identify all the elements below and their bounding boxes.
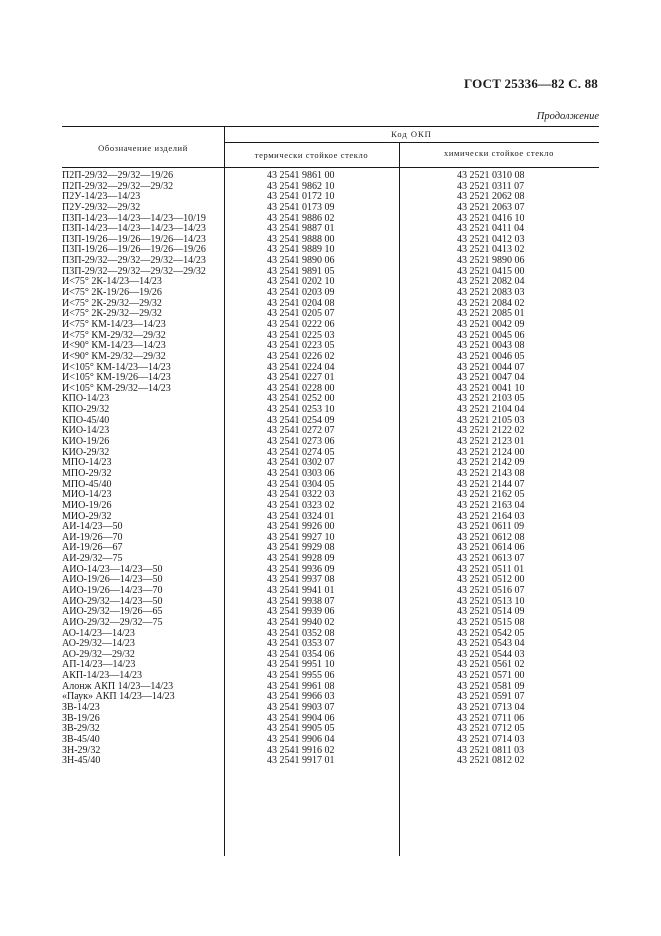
okp-code-thermo: 43 2541 9938 07	[267, 595, 335, 607]
okp-code-thermo: 43 2541 0253 10	[267, 404, 335, 416]
okp-code-chem: 43 2521 0311 07	[457, 180, 525, 192]
okp-code-chem: 43 2521 0581 09	[457, 680, 525, 692]
okp-code-thermo: 43 2541 9904 06	[267, 712, 335, 724]
product-designation: И<75° 2К-29/32—29/32	[62, 308, 162, 320]
product-designation: И<75° КМ-29/32—29/32	[62, 329, 166, 341]
okp-code-chem: 43 2521 2085 01	[457, 308, 525, 320]
okp-code-thermo: 43 2541 9955 06	[267, 670, 335, 682]
okp-code-thermo: 43 2541 9889 10	[267, 244, 335, 256]
column-header-chem: химически стойкое стекло	[444, 148, 554, 158]
product-designation: АИО-19/26—14/23—70	[62, 584, 163, 596]
okp-code-chem: 43 2521 0812 02	[457, 755, 525, 767]
product-designation: П3П-29/32—29/32—29/32—29/32	[62, 265, 206, 277]
product-designation: И<75° КМ-14/23—14/23	[62, 318, 166, 330]
table-header-mid-rule	[224, 142, 599, 143]
okp-code-chem: 43 2521 0711 06	[457, 712, 525, 724]
okp-code-chem: 43 2521 0416 10	[457, 212, 525, 224]
product-designation: ЗН-45/40	[62, 755, 101, 767]
product-designation: «Паук» АКП 14/23—14/23	[62, 691, 175, 703]
okp-code-thermo: 43 2541 0202 10	[267, 276, 335, 288]
product-designation: АП-14/23—14/23	[62, 659, 136, 671]
okp-code-thermo: 43 2541 9966 03	[267, 691, 335, 703]
okp-code-thermo: 43 2541 9936 09	[267, 563, 335, 575]
okp-code-thermo: 43 2541 0225 03	[267, 329, 335, 341]
product-designation: П3П-19/26—19/26—19/26—19/26	[62, 244, 206, 256]
okp-code-chem: 43 2521 0561 02	[457, 659, 525, 671]
okp-code-thermo: 43 2541 0203 09	[267, 287, 335, 299]
product-designation: АКП-14/23—14/23	[62, 670, 142, 682]
okp-code-thermo: 43 2541 0302 07	[267, 457, 335, 469]
product-designation: П2У-29/32—29/32	[62, 201, 141, 213]
okp-code-thermo: 43 2541 0353 07	[267, 638, 335, 650]
okp-code-thermo: 43 2541 9905 05	[267, 723, 335, 735]
okp-code-chem: 43 2521 0543 04	[457, 638, 525, 650]
okp-code-chem: 43 2521 0044 07	[457, 361, 525, 373]
table-top-rule	[62, 126, 599, 127]
product-designation: КИО-19/26	[62, 436, 110, 448]
product-designation: ЗВ-19/26	[62, 712, 100, 724]
product-designation: МПО-14/23	[62, 457, 112, 469]
okp-code-table	[62, 126, 599, 856]
okp-code-chem: 43 2521 2162 05	[457, 489, 525, 501]
okp-code-chem: 43 2521 0712 05	[457, 723, 525, 735]
okp-code-thermo: 43 2541 0323 02	[267, 499, 335, 511]
product-designation: АО-29/32—14/23	[62, 638, 135, 650]
product-designation: ЗН-29/32	[62, 744, 101, 756]
table-row	[62, 203, 599, 214]
okp-code-thermo: 43 2541 9929 08	[267, 542, 335, 554]
okp-code-chem: 43 2521 0516 07	[457, 584, 525, 596]
product-designation: АИ-19/26—70	[62, 531, 123, 543]
product-designation: МИО-29/32	[62, 510, 112, 522]
okp-code-thermo: 43 2541 0205 07	[267, 308, 335, 320]
product-designation: И<105° КМ-29/32—14/23	[62, 382, 171, 394]
product-designation: АИ-29/32—75	[62, 553, 123, 565]
okp-code-chem: 43 2521 2123 01	[457, 436, 525, 448]
product-designation: МПО-29/32	[62, 467, 112, 479]
product-designation: МИО-19/26	[62, 499, 112, 511]
product-designation: ЗВ-29/32	[62, 723, 100, 735]
okp-code-chem: 43 2521 2083 03	[457, 287, 525, 299]
okp-code-chem: 43 2521 2082 04	[457, 276, 525, 288]
okp-code-chem: 43 2521 0544 03	[457, 648, 525, 660]
okp-code-thermo: 43 2541 0252 00	[267, 393, 335, 405]
product-designation: П3П-14/23—14/23—14/23—10/19	[62, 212, 206, 224]
table-row	[62, 469, 599, 480]
product-designation: КИО-29/32	[62, 446, 110, 458]
table-row	[62, 756, 599, 767]
okp-code-chem: 43 2521 0811 03	[457, 744, 525, 756]
product-designation: П2П-29/32—29/32—29/32	[62, 180, 174, 192]
okp-code-thermo: 43 2541 9887 01	[267, 223, 335, 235]
okp-code-chem: 43 2521 0613 07	[457, 553, 525, 565]
okp-code-thermo: 43 2541 0322 03	[267, 489, 335, 501]
okp-code-thermo: 43 2541 0223 05	[267, 340, 335, 352]
okp-code-chem: 43 2521 0611 09	[457, 521, 525, 533]
okp-code-thermo: 43 2541 9886 02	[267, 212, 335, 224]
product-designation: МПО-45/40	[62, 478, 112, 490]
okp-code-chem: 43 2521 2144 07	[457, 478, 525, 490]
product-designation: АИ-19/26—67	[62, 542, 123, 554]
okp-code-thermo: 43 2541 9903 07	[267, 702, 335, 714]
okp-code-thermo: 43 2541 0354 06	[267, 648, 335, 660]
okp-code-thermo: 43 2541 0272 07	[267, 425, 335, 437]
okp-code-chem: 43 2521 0043 08	[457, 340, 525, 352]
okp-code-chem: 43 2521 2103 05	[457, 393, 525, 405]
okp-code-thermo: 43 2541 0172 10	[267, 191, 335, 203]
okp-code-chem: 43 2521 0411 04	[457, 223, 525, 235]
table-row	[62, 320, 599, 331]
okp-code-thermo: 43 2541 9917 01	[267, 755, 335, 767]
okp-code-chem: 43 2521 0713 04	[457, 702, 525, 714]
okp-code-chem: 43 2521 0514 09	[457, 606, 525, 618]
okp-code-chem: 43 2521 0571 00	[457, 670, 525, 682]
okp-code-thermo: 43 2541 0227 01	[267, 372, 335, 384]
okp-code-chem: 43 2521 0046 05	[457, 350, 525, 362]
okp-code-thermo: 43 2541 9937 08	[267, 574, 335, 586]
product-designation: И<75° 2К-19/26—19/26	[62, 287, 162, 299]
product-designation: П2П-29/32—29/32—19/26	[62, 170, 174, 181]
product-designation: И<75° 2К-29/32—29/32	[62, 297, 162, 309]
okp-code-chem: 43 2521 2164 03	[457, 510, 525, 522]
page-header: ГОСТ 25336—82 С. 88	[464, 76, 598, 91]
product-designation: КПО-29/32	[62, 404, 110, 416]
table-header-bottom-rule	[62, 167, 599, 168]
product-designation: АИО-29/32—29/32—75	[62, 616, 163, 628]
product-designation: ЗВ-45/40	[62, 733, 100, 745]
okp-code-chem: 43 2521 2104 04	[457, 404, 525, 416]
okp-code-thermo: 43 2541 9906 04	[267, 733, 335, 745]
okp-code-thermo: 43 2541 9862 10	[267, 180, 335, 192]
column-header-name: Обозначение изделий	[98, 143, 188, 153]
product-designation: И<105° КМ-19/26—14/23	[62, 372, 171, 384]
okp-code-chem: 43 2521 2084 02	[457, 297, 525, 309]
okp-code-chem: 43 2521 0591 07	[457, 691, 525, 703]
okp-code-thermo: 43 2541 0222 06	[267, 318, 335, 330]
product-designation: КПО-45/40	[62, 414, 110, 426]
okp-code-chem: 43 2521 0714 03	[457, 733, 525, 745]
product-designation: Алонж АКП 14/23—14/23	[62, 680, 174, 692]
okp-code-chem: 43 2521 0415 00	[457, 265, 525, 277]
okp-code-thermo: 43 2541 9890 06	[267, 255, 335, 267]
okp-code-thermo: 43 2541 0228 00	[267, 382, 335, 394]
product-designation: МИО-14/23	[62, 489, 112, 501]
product-designation: АИО-14/23—14/23—50	[62, 563, 163, 575]
product-designation: И<105° КМ-14/23—14/23	[62, 361, 171, 373]
product-designation: АИО-29/32—19/26—65	[62, 606, 163, 618]
okp-code-chem: 43 2521 2063 07	[457, 201, 525, 213]
okp-code-chem: 43 2521 0412 03	[457, 233, 525, 245]
okp-code-chem: 43 2521 2105 03	[457, 414, 525, 426]
okp-code-chem: 43 2521 0515 08	[457, 616, 525, 628]
okp-code-thermo: 43 2541 0273 06	[267, 436, 335, 448]
okp-code-thermo: 43 2541 9941 01	[267, 584, 335, 596]
okp-code-thermo: 43 2541 0254 09	[267, 414, 335, 426]
okp-code-thermo: 43 2541 0274 05	[267, 446, 335, 458]
okp-code-thermo: 43 2541 0352 08	[267, 627, 335, 639]
okp-code-thermo: 43 2541 9861 00	[267, 170, 335, 181]
product-designation: П2У-14/23—14/23	[62, 191, 141, 203]
column-header-thermo: термически стойкое стекло	[254, 150, 369, 160]
okp-code-chem: 43 2521 0542 05	[457, 627, 525, 639]
product-designation: АИО-19/26—14/23—50	[62, 574, 163, 586]
continuation-label: Продолжение	[536, 111, 599, 122]
okp-code-chem: 43 2521 2062 08	[457, 191, 525, 203]
okp-code-chem: 43 2521 0047 04	[457, 372, 525, 384]
okp-code-chem: 43 2521 9890 06	[457, 255, 525, 267]
product-designation: П3П-14/23—14/23—14/23—14/23	[62, 223, 206, 235]
product-designation: ЗВ-14/23	[62, 702, 100, 714]
okp-code-chem: 43 2521 0512 00	[457, 574, 525, 586]
okp-code-chem: 43 2521 0045 06	[457, 329, 525, 341]
okp-code-thermo: 43 2541 9927 10	[267, 531, 335, 543]
okp-code-chem: 43 2521 0511 01	[457, 563, 525, 575]
okp-code-thermo: 43 2541 9916 02	[267, 744, 335, 756]
okp-code-chem: 43 2521 2163 04	[457, 499, 525, 511]
table-row	[62, 352, 599, 363]
okp-code-thermo: 43 2541 0303 06	[267, 467, 335, 479]
product-designation: И<75° 2К-14/23—14/23	[62, 276, 162, 288]
okp-code-chem: 43 2521 2142 09	[457, 457, 525, 469]
okp-code-thermo: 43 2541 0304 05	[267, 478, 335, 490]
okp-code-thermo: 43 2541 9939 06	[267, 606, 335, 618]
okp-code-chem: 43 2521 0513 10	[457, 595, 525, 607]
product-designation: П3П-29/32—29/32—29/32—14/23	[62, 255, 206, 267]
table-row	[62, 618, 599, 629]
okp-code-chem: 43 2521 0310 08	[457, 170, 525, 181]
table-row	[62, 735, 599, 746]
okp-code-thermo: 43 2541 9928 09	[267, 553, 335, 565]
okp-code-thermo: 43 2541 0324 01	[267, 510, 335, 522]
okp-code-chem: 43 2521 0042 09	[457, 318, 525, 330]
okp-code-thermo: 43 2541 9961 08	[267, 680, 335, 692]
okp-code-thermo: 43 2541 0173 09	[267, 201, 335, 213]
product-designation: КПО-14/23	[62, 393, 110, 405]
product-designation: АИ-14/23—50	[62, 521, 123, 533]
okp-code-chem: 43 2521 0612 08	[457, 531, 525, 543]
product-designation: АО-29/32—29/32	[62, 648, 135, 660]
product-designation: И<90° КМ-14/23—14/23	[62, 340, 166, 352]
product-designation: АИО-29/32—14/23—50	[62, 595, 163, 607]
okp-code-thermo: 43 2541 0224 04	[267, 361, 335, 373]
okp-code-thermo: 43 2541 9926 00	[267, 521, 335, 533]
okp-code-chem: 43 2521 0041 10	[457, 382, 525, 394]
okp-code-chem: 43 2521 2124 00	[457, 446, 525, 458]
okp-code-thermo: 43 2541 9891 05	[267, 265, 335, 277]
okp-code-chem: 43 2521 2143 08	[457, 467, 525, 479]
okp-code-thermo: 43 2541 0204 08	[267, 297, 335, 309]
table-body	[62, 171, 599, 767]
product-designation: КИО-14/23	[62, 425, 110, 437]
column-header-okp: Код ОКП	[391, 129, 432, 139]
product-designation: П3П-19/26—19/26—19/26—14/23	[62, 233, 206, 245]
okp-code-chem: 43 2521 0614 06	[457, 542, 525, 554]
okp-code-thermo: 43 2541 9940 02	[267, 616, 335, 628]
okp-code-thermo: 43 2541 9951 10	[267, 659, 335, 671]
okp-code-chem: 43 2521 0413 02	[457, 244, 525, 256]
okp-code-thermo: 43 2541 9888 00	[267, 233, 335, 245]
table-row	[62, 501, 599, 512]
product-designation: И<90° КМ-29/32—29/32	[62, 350, 166, 362]
okp-code-chem: 43 2521 2122 02	[457, 425, 525, 437]
okp-code-thermo: 43 2541 0226 02	[267, 350, 335, 362]
product-designation: АО-14/23—14/23	[62, 627, 135, 639]
